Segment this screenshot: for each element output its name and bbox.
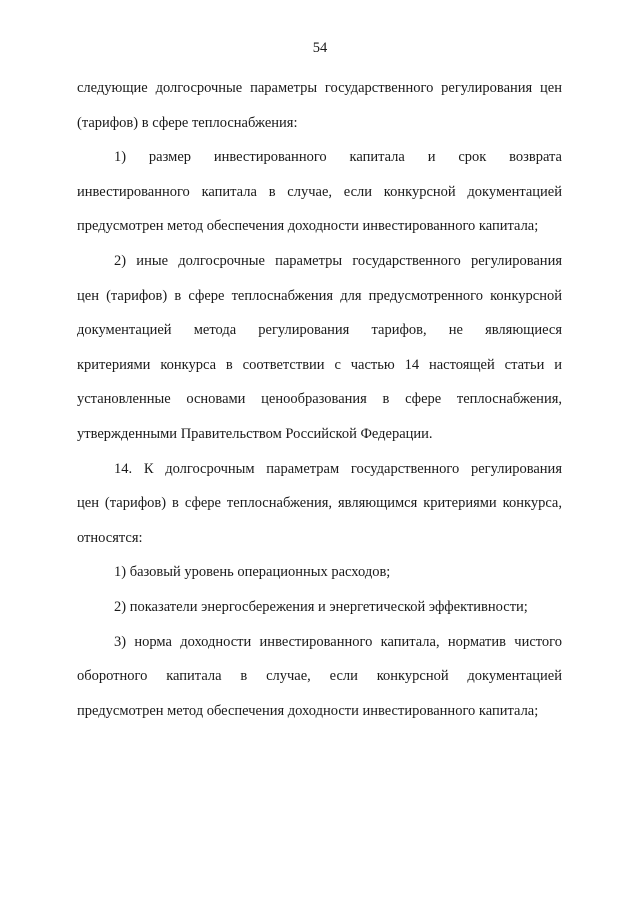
- text-line: оборотного капитала в случае, если конкурсной документацией: [77, 668, 562, 685]
- text-line: (тарифов) в сфере теплоснабжения:: [77, 114, 298, 131]
- paragraph-criteria-2: [77, 590, 562, 625]
- text-line: инвестированного капитала в случае, если конкурсной документацией: [77, 183, 562, 200]
- text-line: 1) базовый уровень операционных расходов;: [114, 564, 391, 581]
- text-line: предусмотрен метод обеспечения доходности инвестированного капитала;: [77, 702, 539, 719]
- text-line: 2) иные долгосрочные параметры государственного регулирования: [114, 252, 562, 269]
- paragraph-criteria-3: [77, 625, 562, 729]
- text-line: следующие долгосрочные параметры государственного регулирования цен: [77, 80, 562, 96]
- text-line: установленные основами ценообразования в сфере теплоснабжения,: [77, 391, 562, 408]
- text-line: 14. К долгосрочным параметрам государственного регулирования: [114, 460, 562, 477]
- paragraph-item-1: [77, 140, 562, 244]
- text-line: 3) норма доходности инвестированного капитала, норматив чистого: [114, 633, 562, 650]
- paragraph-section-14: [77, 452, 562, 556]
- text-line: 2) показатели энергосбережения и энергетической эффективности;: [114, 598, 528, 615]
- text-line: предусмотрен метод обеспечения доходности инвестированного капитала;: [77, 218, 539, 235]
- text-line: цен (тарифов) в сфере теплоснабжения, являющимся критериями конкурса,: [77, 495, 562, 512]
- text-line: цен (тарифов) в сфере теплоснабжения для предусмотренного конкурсной: [77, 287, 562, 304]
- document-body: [77, 71, 562, 728]
- paragraph-item-2: [77, 244, 562, 452]
- text-line: 1) размер инвестированного капитала и срок возврата: [114, 149, 562, 166]
- text-line: документацией метода регулирования тарифов, не являющиеся: [77, 322, 562, 339]
- text-line: относятся:: [77, 529, 143, 546]
- text-line: критериями конкурса в соответствии с частью 14 настоящей статьи и: [77, 356, 562, 373]
- text-line: утвержденными Правительством Российской Федерации.: [77, 425, 433, 442]
- paragraph-criteria-1: [77, 555, 562, 590]
- paragraph-continuation: [77, 71, 562, 140]
- page-number: 54: [312, 40, 328, 56]
